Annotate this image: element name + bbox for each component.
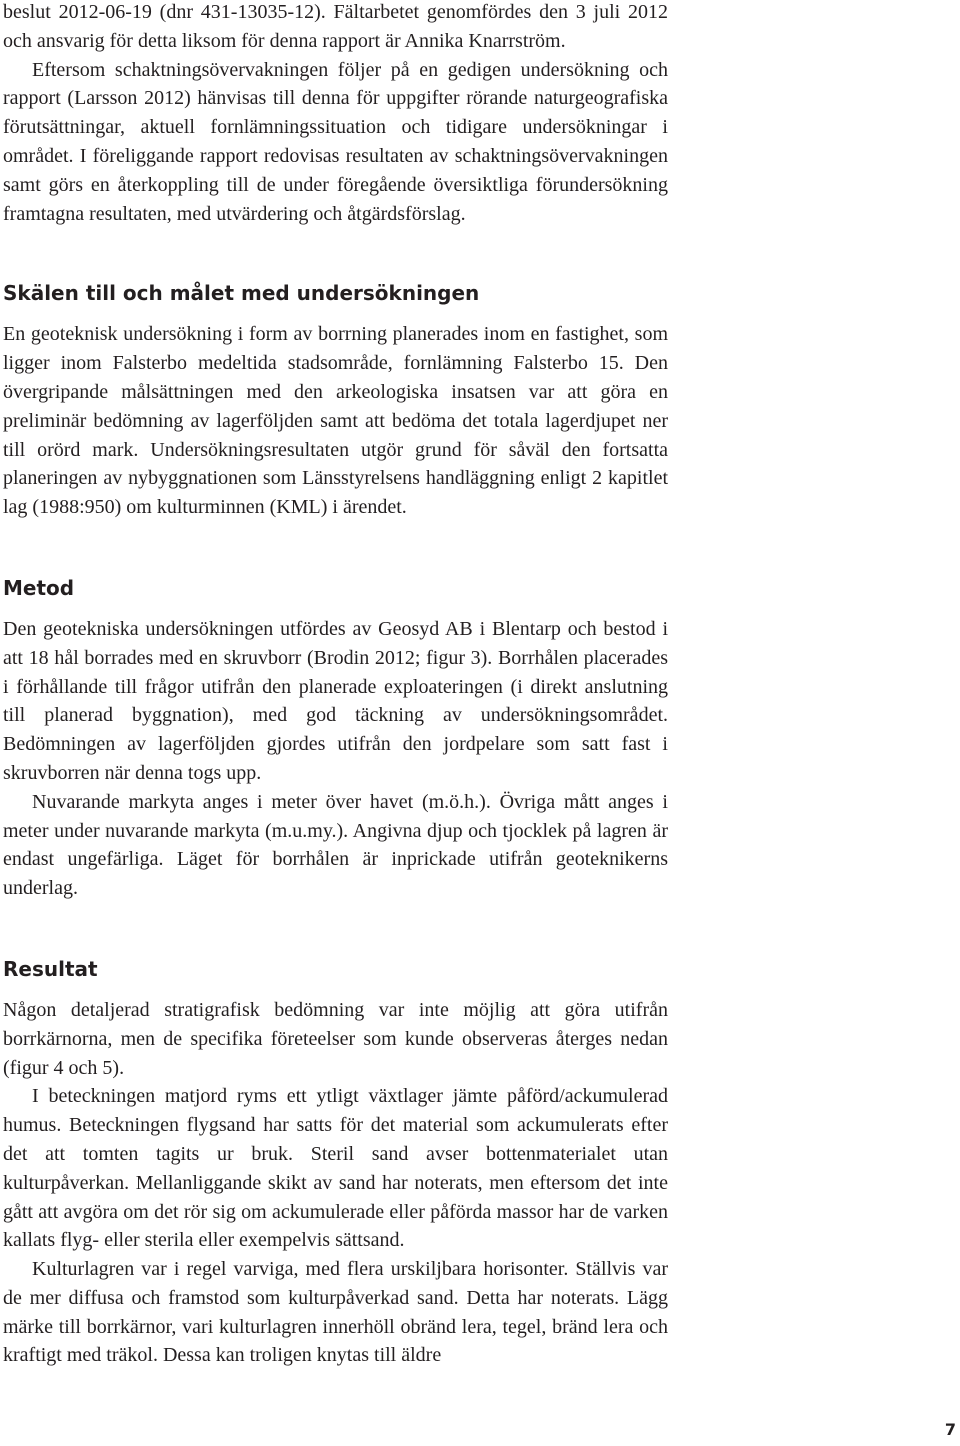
section-heading-skalen: Skälen till och målet med undersökningen	[3, 281, 480, 306]
section2-paragraph-1: Den geotekniska undersökningen utfördes av Geosyd AB i Blentarp och bestod i att 18 hål borrades med en skruvborr (Brodin 2012; figur 3). Borrhålen placerades i förhållande till frågor utifrån den planerade exploateringen (i direkt anslutning till planerad byggnation), med god täckning av undersökningsområdet. Bedömningen av lagerföljden gjordes utifrån den jordpelare som satt fast i skruvborren när denna togs upp.	[3, 617, 668, 784]
intro-paragraph-2: Eftersom schaktningsövervakningen följer på en gedigen undersökning och rapport (Larsson 2012) hänvisas till denna för uppgifter rörande naturgeografiska förutsättningar, aktuell fornlämningssituation och tidigare undersökningar i området. I föreliggande rapport redovisas resultaten av schaktningsövervakningen samt görs en återkoppling till de under föregående översiktliga förundersökning framtagna resultaten, med utvärdering och åtgärdsförslag.	[3, 58, 668, 225]
page-number: 7	[944, 1420, 956, 1439]
section2-paragraph-2: Nuvarande markyta anges i meter över havet (m.ö.h.). Övriga mått anges i meter under nuvarande markyta (m.u.my.). Angivna djup och tjocklek på lagren är endast ungefärliga. Läget för borrhålen är inprickade utifrån geoteknikerns underlag.	[3, 790, 668, 900]
section-heading-resultat: Resultat	[3, 956, 98, 981]
section-heading-metod: Metod	[3, 575, 75, 600]
intro-paragraph-1: beslut 2012-06-19 (dnr 431-13035-12). Fältarbetet genomfördes den 3 juli 2012 och ansvarig för detta liksom för denna rapport är Annika Knarrström.	[3, 1, 668, 52]
section3-paragraph-1: Någon detaljerad stratigrafisk bedömning var inte möjlig att göra utifrån borrkärnorna, men de specifika företeelser som kunde observeras återges nedan (figur 4 och 5).	[3, 998, 668, 1079]
section3-paragraph-3: Kulturlagren var i regel varviga, med flera urskiljbara horisonter. Ställvis var de mer diffusa och framstod som kulturpåverkad sand. Detta har noterats. Lägg märke till borrkärnor, vari kulturlagren innerhöll obränd lera, tegel, bränd lera och kraftigt med träkol. Dessa kan troligen knytas till äldre	[3, 1258, 668, 1367]
section3-paragraph-2: I beteckningen matjord ryms ett ytligt växtlager jämte påförd/ackumulerad humus. Beteckningen flygsand har satts för det material som ackumulerats efter det att tomten tagits ur bruk. Steril sand avser bottenmaterialet utan kulturpåverkan. Mellanliggande skikt av sand har noterats, men eftersom det inte gått att avgöra om det rör sig om ackumulerade eller påförda massor har de varken kallats flyg- eller sterila eller exempelvis sättsand.	[3, 1085, 668, 1252]
page-body	[3, 0, 668, 1370]
section1-paragraph-1: En geoteknisk undersökning i form av borrning planerades inom en fastighet, som ligger inom Falsterbo medeltida stadsområde, fornlämning Falsterbo 15. Den övergripande målsättningen med den arkeologiska insatsen var att göra en preliminär bedömning av lagerföljden samt att bedöma det totala lagerdjupet ner till orörd mark. Undersökningsresultaten utgör grund för såväl den fortsatta planeringen av nybyggnationen som Länsstyrelsens handläggning enligt 2 kapitlet lag (1988:950) om kulturminnen (KML) i ärendet.	[3, 323, 668, 519]
